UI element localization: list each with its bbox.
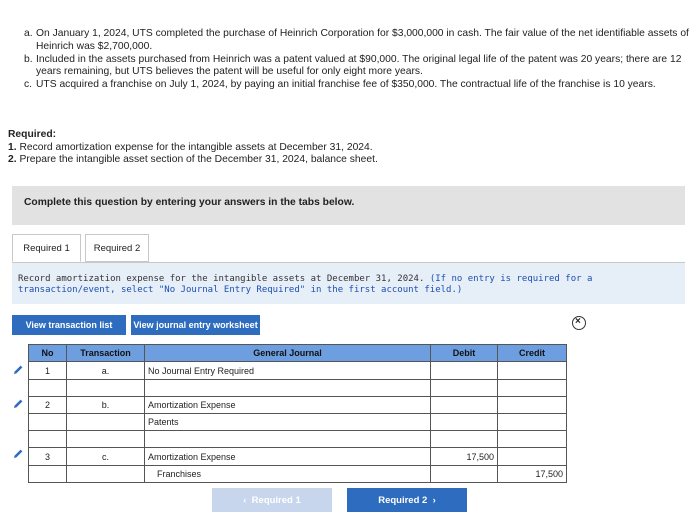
col-header-debit: Debit (431, 345, 498, 362)
debit-cell[interactable] (431, 414, 498, 431)
view-journal-worksheet-button[interactable]: View journal entry worksheet (131, 315, 260, 335)
table-row-spacer (29, 431, 567, 448)
credit-cell[interactable] (498, 448, 567, 466)
instruction-hint: (If no entry is required for a transaction/event, select "No Journal Entry Required" in the first account field.) (18, 274, 593, 296)
account-cell[interactable]: Amortization Expense (145, 448, 431, 466)
required-section (8, 129, 378, 167)
edit-pencil-icon[interactable] (12, 364, 24, 376)
table-row-spacer (29, 380, 567, 397)
table-row: 1 a. No Journal Entry Required (29, 362, 567, 380)
credit-cell[interactable] (498, 414, 567, 431)
account-cell[interactable]: Amortization Expense (145, 397, 431, 414)
next-tab-button[interactable]: Required 2 › (347, 488, 467, 512)
tab-required-1[interactable]: Required 1 (12, 234, 81, 262)
tab-instructions (12, 262, 685, 304)
debit-cell[interactable] (431, 362, 498, 380)
tab-required-2[interactable]: Required 2 (85, 234, 149, 262)
edit-pencil-icon[interactable] (12, 398, 24, 410)
close-icon[interactable]: × (572, 316, 586, 330)
table-row (29, 414, 567, 431)
debit-cell[interactable] (431, 466, 498, 483)
credit-cell[interactable]: 17,500 (498, 466, 567, 483)
general-journal-table (28, 344, 567, 483)
prev-tab-button[interactable]: ‹ Required 1 (212, 488, 332, 512)
required-item: 2. Prepare the intangible asset section of the December 31, 2024, balance sheet. (8, 154, 378, 166)
debit-cell[interactable]: 17,500 (431, 448, 498, 466)
instruction-text: Record amortization expense for the intangible assets at December 31, 2024. (18, 274, 425, 284)
required-item: 1. Record amortization expense for the intangible assets at December 31, 2024. (8, 141, 373, 153)
required-heading: Required: (8, 129, 57, 140)
view-transaction-list-button[interactable]: View transaction list (12, 315, 126, 335)
problem-item: a. On January 1, 2024, UTS completed the purchase of Heinrich Corporation for $3,000,000 in cash. The fair value of the net identifiable assets of Heinrich was $2,700,000. (24, 28, 689, 52)
account-cell[interactable]: Franchises (145, 466, 431, 483)
problem-item: b. Included in the assets purchased from Heinrich was a patent valued at $90,000. The original legal life of the patent was 20 years; there are 12 years remaining, but UTS believes the patent will be useful for only eight more years. (24, 53, 682, 78)
debit-cell[interactable] (431, 397, 498, 414)
instruction-banner: Complete this question by entering your answers in the tabs below. (12, 186, 685, 225)
chevron-left-icon: ‹ (243, 495, 247, 506)
col-header-no: No (29, 345, 67, 362)
problem-statement (24, 28, 696, 92)
col-header-transaction: Transaction (67, 345, 145, 362)
account-cell[interactable]: No Journal Entry Required (145, 362, 431, 380)
col-header-general-journal: General Journal (145, 345, 431, 362)
credit-cell[interactable] (498, 397, 567, 414)
account-cell[interactable]: Patents (145, 414, 431, 431)
problem-item: c. UTS acquired a franchise on July 1, 2024, by paying an initial franchise fee of $350,000. The contractual life of the franchise is 10 years. (24, 79, 656, 91)
table-row: 2 b. Amortization Expense (29, 397, 567, 414)
edit-pencil-icon[interactable] (12, 448, 24, 460)
credit-cell[interactable] (498, 362, 567, 380)
table-row: 3 c. Amortization Expense 17,500 (29, 448, 567, 466)
table-row (29, 466, 567, 483)
chevron-right-icon: › (432, 495, 436, 506)
col-header-credit: Credit (498, 345, 567, 362)
